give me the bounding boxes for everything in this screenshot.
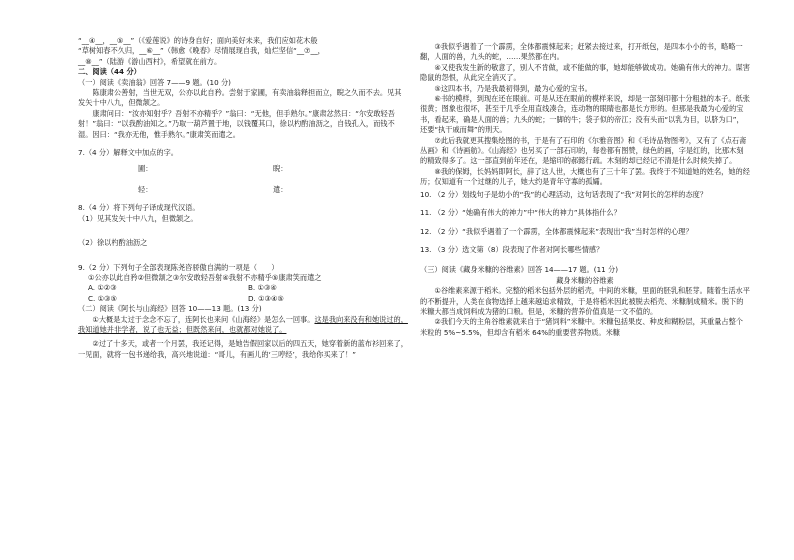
word-row-1 [78,164,408,174]
article-paragraph-2: ②过了十多天，或者一个月罢，我还记得，是她告假回家以后的四五天，她穿着新的蓝布衫回来了，一见面，就将一包书递给我，高兴地说道：“哥儿，有画儿的‘三哼经’，我给你买来了！” [78,339,408,359]
word-qing: 轻： [138,184,153,194]
options-row-1 [78,283,408,293]
article-paragraph-6: ⑥书的模样，到现在还在眼前。可是从还在眼前的模样来说，却是一部刻印都十分粗拙的本子。纸张很黄；图象也很坏，甚至于几乎全用直线凑合，连动物的眼睛也都是长方形的。但那是我最为心爱的宝书，看起来，确是人面的兽；九头的蛇；一脚的牛；袋子似的帝江；没有头而“以乳为目，以脐为口”，还要“执干戚而舞”的刑天。 [420,94,750,135]
article-paragraph-4: ④又使我发生新的敬意了，别人不肯做，或不能做的事，她却能够做成功。她确有伟大的神力。谋害隐鼠的怨恨，从此完全消灭了。 [420,62,750,83]
question-11: 11. （2 分）“她确有伟大的神力”中“伟大的神力”具体指什么？ [420,208,621,218]
word-pu: 圃： [138,164,153,174]
article-paragraph-1-text: ①大概是太过于念念不忘了，连阿长也来问《山海经》是怎么一回事。 [92,314,315,324]
question-13: 13. （3 分）选文第（8）段表现了作者对阿长哪些情感？ [420,244,604,254]
question-10: 10. （2 分）划线句子是幼小的“我”的心理活动，这句话表现了“我”对阿长的怎样的态度？ [420,189,708,199]
question-8: 8.（4 分）将下列句子译成现代汉语。 [78,203,200,213]
passage-paragraph-2: 康肃问曰：“汝亦知射乎？吾射不亦精乎？”翁曰：“无他，但手熟尔。”康肃忿然曰：“尔安敢轻吾射！”翁曰：“以我酌油知之。”乃取一葫芦置于地，以钱覆其口，徐以杓酌油沥之，自钱孔入，而钱不湿。因曰：“我亦无他，惟手熟尔。”康肃笑而遣之。 [78,108,395,139]
article-paragraph-7: ⑦此后我就更其搜集绘图的书，于是有了石印的《尔雅音图》和《毛诗品物图考》，又有了《点石斋丛画》和《诗画舫》。《山海经》也另买了一部石印的，每卷都有图赞，绿色的画，字是红的，比那木刻的精致得多了。这一部直到前年还在，是缩印的郝懿行疏。木刻的却已经记不清是什么时候失掉了。 [420,135,747,166]
science-paragraph-2: ②我们今天的主角谷维素就来自于“猪饲料”米糠中。米糠包括果皮、种皮和糊粉层，其重量占整个米粒的 5%~5.5%，但却含有稻米 64%的重要营养物质。米糠 [420,317,743,337]
subsection-3-heading: （三）阅读《藏身米糠的谷维素》回答 14——17 题。(11 分) [420,265,619,275]
article-paragraph-3: ③我似乎遇着了一个霹雳，全体都震悚起来；赶紧去接过来，打开纸包，是四本小小的书，略略一翻，人面的兽，九头的蛇，……果然都在内。 [420,42,743,62]
poem-line-3: __⑧__”（陆游《游山西村》，希望就在前方。 [78,56,222,66]
option-b: B. ①③④ [248,283,277,293]
article-paragraph-5: ⑤这四本书，乃是我最初得到，最为心爱的宝书。 [434,83,592,93]
option-a: A. ①②③ [88,283,117,293]
article-paragraph-1 [78,315,408,336]
passage-paragraph-1: 陈康肃公善射，当世无双，公亦以此自矜。尝射于家圃，有卖油翁释担而立，睨之久而不去。见其发矢十中八九，但微颔之。 [78,88,402,108]
question-7: 7.（4 分）解释文中加点的字。 [78,148,178,158]
underlined-sentence: 这是我向来没有和她说过的，我知道她并非学者，说了也无益；但既然来问，也就都对她说了。 [78,314,408,334]
section-reading-heading: 二、阅读（44 分） [78,67,141,77]
question-9-stem: ①公亦以此自矜②但微颔之③尔安敢轻吾射④我射不亦精乎⑤康肃笑而遣之 [88,272,322,282]
options-row-2 [78,294,408,304]
science-paragraph-1: ①谷维素来源于稻米。完整的稻米包括外层的稻壳，中间的米糠，里面的胚乳和胚芽。随着生活水平的不断提升，人类在食物选择上越来越追求精致，于是将稻米因此被脱去稻壳、米糠制成精米。脱下的米糠大都当成饲料成为猪的口粮。但是，米糠的营养价值真是一文不值的。 [420,286,750,316]
question-12: 12. （2 分）“我似乎遇着了一个霹雳，全体都震悚起来”表现出“我”当时怎样的心理？ [420,226,693,236]
article-paragraph-8: ⑧我的保姆，长妈妈即阿长，辞了这人世，大概也有了三十年了罢。我终于不知道她的姓名，她的经历；仅知道有一个过继的儿子，她大约是青年守寡的孤孀。 [420,166,750,187]
left-column [78,36,408,360]
article-3-title: 藏身米糠的谷维素 [556,275,614,285]
question-9: 9.（2 分）下列句子全部表现陈尧咨骄傲自满的一项是（ ） [78,262,279,272]
subsection-1-heading: （一）阅读《卖油翁》回答 7——9 题。(10 分) [78,77,231,87]
subsection-2-heading: （二）阅读《阿长与山海经》回答 10——13 题。(13 分) [78,304,262,314]
option-c: C. ①③⑤ [88,293,117,303]
right-column [420,42,750,338]
option-d: D. ①③④⑤ [248,293,284,303]
word-qian: 遣： [273,184,288,194]
poem-line-2: “草树知春不久归，__⑥__”（韩愈《晚春》尽情展现自我，灿烂坚信“__⑦__， [78,46,325,56]
word-ni: 睨： [273,164,288,174]
question-8-1: （1）见其发矢十中八九，但微颔之。 [78,213,198,223]
poem-line-1: “__④__，__⑤__”（《爱莲说》的诗身自好；面向美好未来，我们应如花木般 [78,36,318,45]
word-row-2 [78,185,408,195]
question-8-2: （2）徐以杓酌油沥之 [78,238,148,248]
